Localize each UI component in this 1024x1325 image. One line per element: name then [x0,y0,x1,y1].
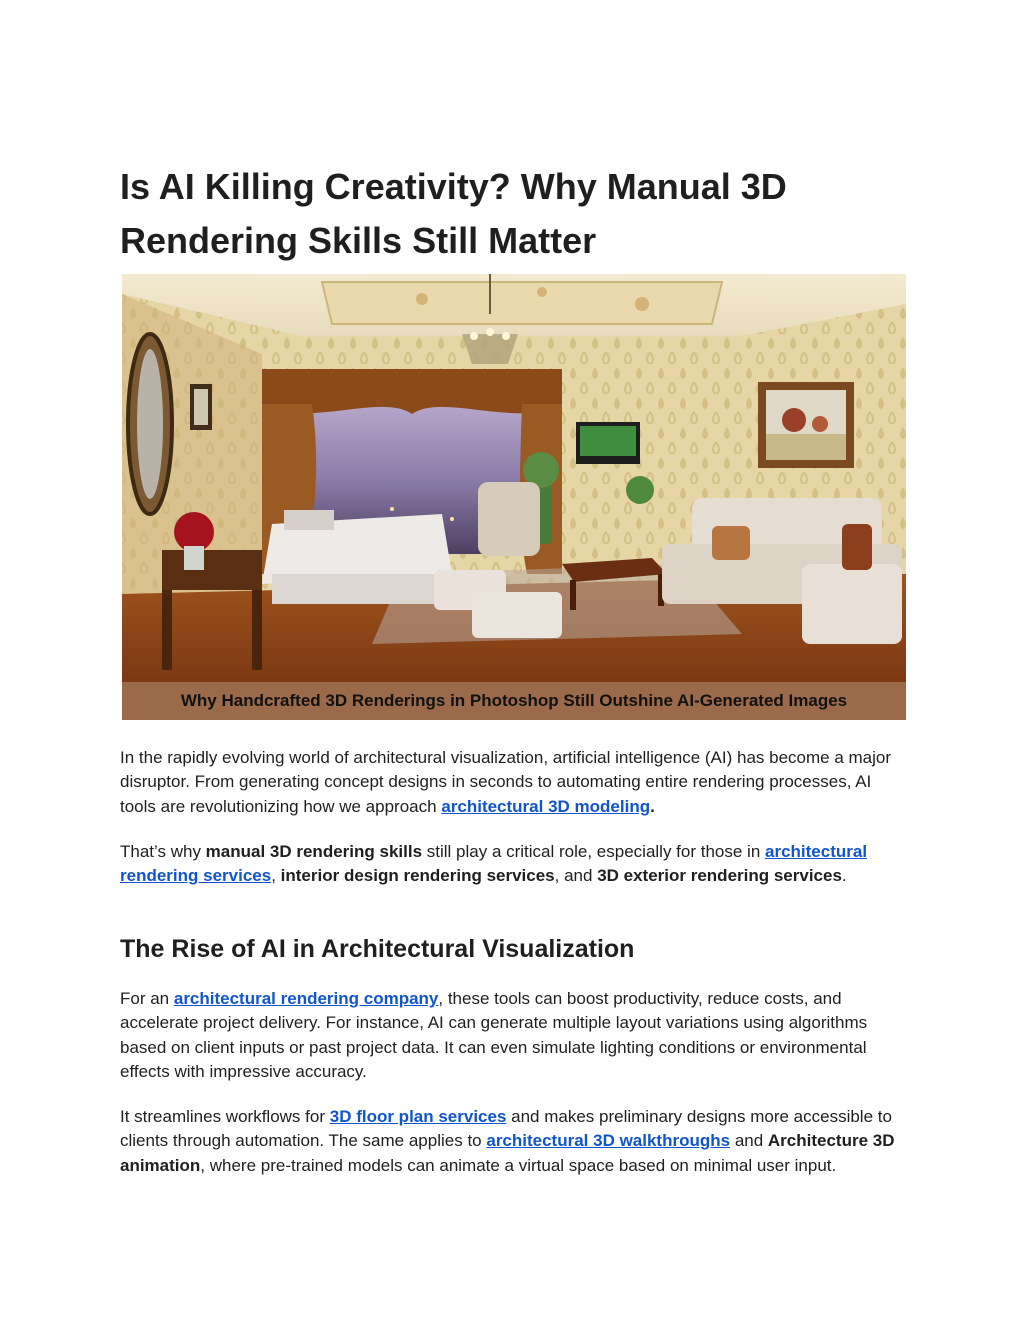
link-architectural-3d-modeling[interactable]: architectural 3D modeling [441,796,651,816]
workflow-text-4: , where pre-trained models can animate a virtual space based on minimal user input. [200,1155,837,1175]
paragraph-rendering-company [120,987,910,1084]
manual-text-1: That’s why [120,842,206,861]
manual-text-2: still play a critical role, especially for those in [422,842,766,861]
workflow-text-3: and [730,1131,768,1151]
intro-period: . [650,796,655,816]
manual-bold-3: 3D exterior rendering services [597,866,842,886]
paragraph-workflows [120,1105,910,1178]
living-room-rendering-illustration [122,274,906,720]
paragraph-intro [120,746,910,819]
paragraph-manual-skills [120,840,910,889]
link-3d-floor-plan-services[interactable]: 3D floor plan services [329,1107,507,1126]
intro-text: In the rapidly evolving world of architectural visualization, artificial intelligence (AI) has become a major disruptor. From generating concept designs in seconds to automating entire rendering processes, AI tools are revolutionizing how we approach [120,748,892,816]
workflow-text-1: It streamlines workflows for [120,1107,330,1126]
manual-bold-1: manual 3D rendering skills [205,842,423,861]
page-title: Is AI Killing Creativity? Why Manual 3D Rendering Skills Still Matter [120,166,787,261]
manual-bold-2: interior design rendering services [280,866,555,886]
link-architectural-rendering-services[interactable]: architectural rendering services [120,842,868,886]
workflow-text-2: and makes preliminary designs more accessible to clients through automation. The same applies to [120,1107,892,1151]
manual-text-5: . [841,866,847,886]
manual-text-4: , and [554,866,598,886]
hero-image [122,274,906,720]
section-heading: The Rise of AI in Architectural Visualization [120,935,635,963]
link-architectural-rendering-company[interactable]: architectural rendering company [173,989,439,1008]
workflow-bold-1: Architecture 3D animation [120,1131,895,1175]
link-architectural-3d-walkthroughs[interactable]: architectural 3D walkthroughs [486,1131,731,1151]
hero-caption: Why Handcrafted 3D Renderings in Photoshop Still Outshine AI-Generated Images [122,682,906,720]
manual-text-3: , [271,866,281,886]
company-text-2: , these tools can boost productivity, reduce costs, and accelerate project delivery. For instance, AI can generate multiple layout variations using algorithms based on client inputs or past project data. It can even simulate lighting conditions or environmental effects with impressive accuracy. [120,989,868,1081]
company-text-1: For an [120,989,174,1008]
